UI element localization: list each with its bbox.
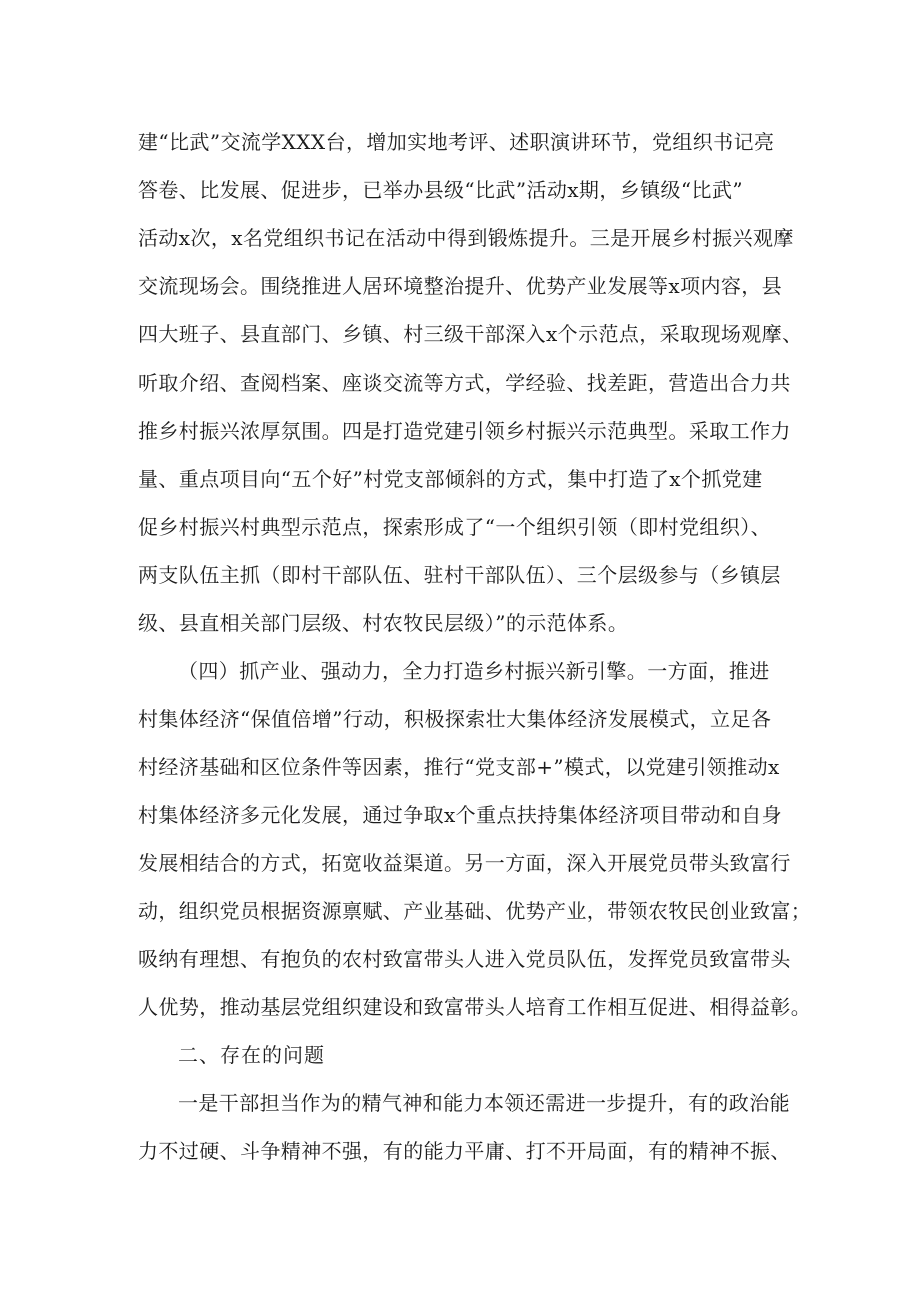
paragraph-line: 两支队伍主抓（即村干部队伍、驻村干部队伍）、三个层级参与（乡镇层 xyxy=(138,563,781,587)
section-heading-line: （四）抓产业、强动力，全力打造乡村振兴新引擎。一方面，推进 xyxy=(178,659,770,683)
paragraph-line: 听取介绍、查阅档案、座谈交流等方式，学经验、找差距，营造出合力共 xyxy=(138,371,791,395)
paragraph-line: 动，组织党员根据资源禀赋、产业基础、优势产业，带领农牧民创业致富； xyxy=(138,899,812,923)
paragraph-line: 力不过硬、斗争精神不强，有的能力平庸、打不开局面，有的精神不振、 xyxy=(138,1139,791,1163)
paragraph-line: 一是干部担当作为的精气神和能力本领还需进一步提升，有的政治能 xyxy=(178,1091,790,1115)
paragraph-line: 发展相结合的方式，拓宽收益渠道。另一方面，深入开展党员带头致富行 xyxy=(138,851,791,875)
paragraph-line: 推乡村振兴浓厚氛围。四是打造党建引领乡村振兴示范典型。采取工作力 xyxy=(138,419,791,443)
paragraph-line: 级、县直相关部门层级、村农牧民层级）”的示范体系。 xyxy=(138,611,629,635)
paragraph-line: 建“比武”交流学XXX台，增加实地考评、述职演讲环节，党组织书记亮 xyxy=(138,130,775,154)
paragraph-line: 促乡村振兴村典型示范点，探索形成了“一个组织引领（即村党组织）、 xyxy=(138,515,772,539)
paragraph-line: 人优势，推动基层党组织建设和致富带头人培育工作相互促进、相得益彰。 xyxy=(138,995,812,1019)
paragraph-line: 吸纳有理想、有抱负的农村致富带头人进入党员队伍，发挥党员致富带头 xyxy=(138,947,791,971)
paragraph-line: 四大班子、县直部门、乡镇、村三级干部深入x个示范点，采取现场观摩、 xyxy=(138,322,803,346)
paragraph-line: 村经济基础和区位条件等因素，推行“党支部+”模式，以党建引领推动x xyxy=(138,755,780,779)
paragraph-line: 量、重点项目向“五个好”村党支部倾斜的方式，集中打造了x个抓党建 xyxy=(138,467,763,491)
paragraph-line: 村集体经济“保值倍增”行动，积极探索壮大集体经济发展模式，立足各 xyxy=(138,707,772,731)
paragraph-line: 村集体经济多元化发展，通过争取x个重点扶持集体经济项目带动和自身 xyxy=(138,803,783,827)
paragraph-line: 交流现场会。围绕推进人居环境整治提升、优势产业发展等x项内容，县 xyxy=(138,274,783,298)
paragraph-line: 答卷、比发展、促进步，已举办县级“比武”活动x期，乡镇级“比武” xyxy=(138,178,743,202)
section-title: 二、存在的问题 xyxy=(178,1043,325,1067)
paragraph-line: 活动x次，x名党组织书记在活动中得到锻炼提升。三是开展乡村振兴观摩 xyxy=(138,226,794,250)
